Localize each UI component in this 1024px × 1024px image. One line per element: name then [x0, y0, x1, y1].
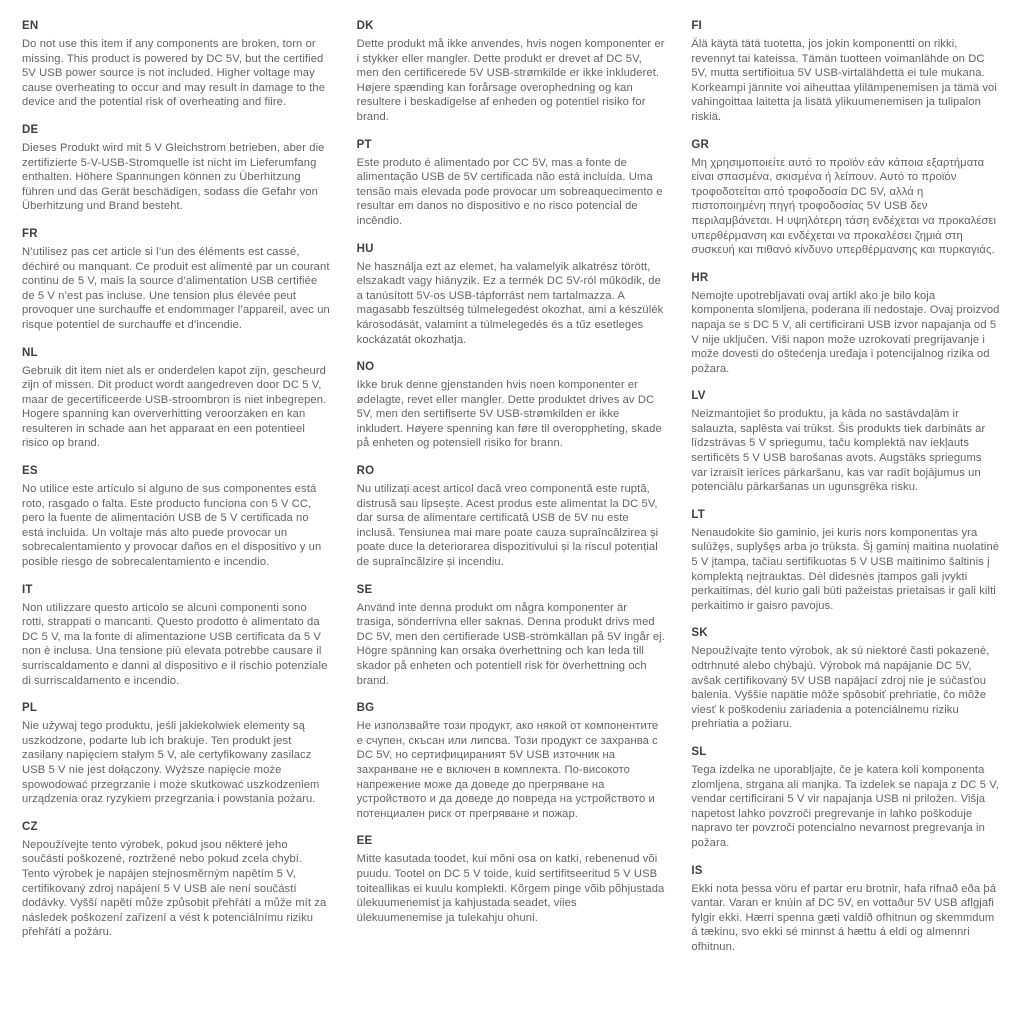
- language-code-heading: EN: [22, 20, 39, 32]
- language-section-ee: [357, 834, 666, 925]
- language-section-dk: [357, 19, 666, 125]
- language-section-de: [22, 123, 331, 214]
- language-section-hr: [691, 271, 1000, 377]
- instructions-column-3: [691, 19, 1000, 1010]
- language-code-heading: SK: [691, 627, 708, 640]
- language-code-heading: PL: [22, 702, 38, 715]
- language-section-bg: [357, 701, 666, 821]
- safety-warning-text: Do not use this item if any components are broken, torn or missing. This product is powered by DC 5V, but the certified 5V USB power source is not included. Higher voltage may cause overheating to occur and may result in damage to the device and the potential risk of overheating and fiire.: [22, 38, 326, 109]
- safety-warning-text: Tega izdelka ne uporabljajte, če je katera koli komponenta zlomljena, strgana ali manjka. Ta izdelek se napaja z DC 5 V, vendar certificirani 5 V vir napajanja USB ni priložen. Višja napetost lahko povzroči pregrevanje in lahko poškoduje napravo ter povzroči potencialno nevarnost pregrevanja in požara.: [691, 763, 1000, 849]
- language-section-cz: [22, 820, 331, 940]
- safety-warning-text: Ne használja ezt az elemet, ha valamelyik alkatrész törött, elszakadt vagy hiányzik. Ez a termék DC 5V-ról működik, de a tanúsított 5V-os USB-tápforrást nem tartalmazza. A magasabb feszültség túlmelegedést okozhat, ami a készülék károsodását, valamint a túlmelegedés és a tűz esetleges kockázatát okozhatja.: [356, 260, 664, 346]
- safety-warning-text: Älä käytä tätä tuotetta, jos jokin komponentti on rikki, revennyt tai kateissa. Tämän tuotteen voimanlähde on DC 5V, mutta sertifioitua 5V USB-virtalähdettä ei tule mukana. Korkeampi jännite voi aiheuttaa ylilämpenemisen ja tämä voi vahingoittaa laitetta ja lisätä ylikuumenemisen ja tulipalon riskiä.: [691, 38, 997, 123]
- language-section-sl: [691, 745, 1000, 851]
- language-section-es: [22, 464, 331, 570]
- language-code-heading: BG: [356, 702, 375, 715]
- language-code-heading: SL: [691, 745, 707, 758]
- safety-warning-text: Dieses Produkt wird mit 5 V Gleichstrom betrieben, aber die zertifizierte 5-V-USB-Stromquelle ist nicht im Lieferumfang enthalten. Höhere Spannungen können zu Überhitzung führen und das Gerät beschädigen, sodass die Gefahr von Überhitzung und Brand besteht.: [22, 141, 325, 213]
- language-code-heading: GR: [691, 138, 709, 151]
- safety-warning-text: Ekki nota þessa vöru ef partar eru brotnir, hafa rifnað eða þá vantar. Varan er knúin af DC 5V, en vottaður 5V USB aflgjafi fylgir ekki. Hærri spenna gæti valdið ofhitnun og skemmdum á tækinu, svo ekki sé minnst á hættu á eldi og almennri ofhitnun.: [691, 882, 997, 953]
- language-section-lv: [691, 389, 1000, 495]
- language-code-heading: PT: [356, 138, 372, 151]
- language-section-it: [22, 583, 331, 689]
- language-code-heading: NO: [356, 361, 375, 374]
- language-section-fr: [22, 227, 331, 333]
- language-section-nl: [22, 346, 331, 452]
- language-code-heading: DK: [356, 20, 374, 32]
- safety-warning-text: Mitte kasutada toodet, kui mõni osa on katki, rebenenud või puudu. Tootel on DC 5 V toide, kuid sertifitseeritud 5 V USB toiteallikas ei kuulu komplekti. Kõrgem pinge võib põhjustada ülekuumenemist ja kahjustada seadet, viies ülekuumenemise ja tulekahju ohuni.: [356, 853, 665, 924]
- language-section-hu: [357, 242, 666, 348]
- safety-warning-text: Este produto é alimentado por CC 5V, mas a fonte de alimentação USB de 5V certificada não está incluída. Uma tensão mais elevada pode provocar um sobreaquecimento e resultar em danos no dispositivo e no risco potencial de incêndio.: [356, 156, 663, 227]
- language-section-no: [357, 360, 666, 451]
- language-code-heading: LT: [691, 508, 705, 521]
- language-code-heading: IS: [691, 864, 703, 877]
- safety-warning-text: Neizmantojiet šo produktu, ja kāda no sastāvdaļām ir salauzta, saplēsta vai trūkst. Šis produkts tiek darbināts ar līdzstrāvas 5 V spriegumu, taču komplektā nav iekļauts sertificēts 5 V USB barošanas avots. Augstāks spriegums var izraisīt ierīces pārkaršanu, kas var radīt bojājumus un potenciālu pārkaršanas un ugunsgrēka risku.: [691, 408, 986, 494]
- language-code-heading: HU: [356, 242, 374, 255]
- safety-warning-text: Nu utilizați acest articol dacă vreo componentă este ruptă, distrusă sau lipsește. Acest produs este alimentat la DC 5V, dar sursa de alimentare certificată USB de 5V nu este inclusă. Tensiunea mai mare poate cauza supraîncălzirea și poate duce la deteriorarea dispozitivului și la riscul potențial de supraîncălzire și incendiu.: [356, 483, 659, 569]
- safety-warning-text: Не използвайте този продукт, ако някой от компонентите е счупен, скъсан или липсва. Този продукт се захранва с DC 5V, но сертифицираният 5V USB източник на захранване не е включен в комплекта. По-високото напрежение може да доведе до прегряване на устройството и да доведе до повреда на устройството и потенциален риск от прегряване и пожар.: [356, 720, 659, 820]
- language-code-heading: NL: [22, 346, 38, 359]
- safety-warning-text: N’utilisez pas cet article si l’un des éléments est cassé, déchiré ou manquant. Ce produit est alimenté par un courant continu de 5 V, mais la source d’alimentation USB certifiée de 5 V n’est pas incluse. Une tension plus élevée peut provoquer une surchauffe et endommager l’appareil, avec un risque potentiel de surchauffe et d’incendie.: [22, 245, 330, 331]
- language-code-heading: ES: [22, 465, 38, 478]
- safety-warning-text: Μη χρησιμοποιείτε αυτό το προϊόν εάν κάποια εξαρτήματα είναι σπασμένα, σκισμένα ή λείπουν. Αυτό το προϊόν τροφοδοτείται από τροφοδοσία DC 5V, αλλά η πιστοποιημένη πηγή τροφοδοσίας 5V USB δεν περιλαμβάνεται. Η υψηλότερη τάση ενδέχεται να προκαλέσει υπερθέρμανση και ενδέχεται να προκαλέσει ζημιά στη συσκευή και πιθανό κίνδυνο υπερθέρμανσης και πυρκαγιάς.: [691, 156, 997, 257]
- safety-warning-text: Nemojte upotrebljavati ovaj artikl ako je bilo koja komponenta slomljena, poderana ili nedostaje. Ovaj proizvod napaja se s DC 5 V, ali certificirani USB izvor napajanja od 5 V nije uključen. Viši napon može uzrokovati pregrijavanje i može dovesti do oštećenja uređaja i potencijalnog rizika od požara.: [691, 289, 1000, 375]
- safety-warning-text: Nie używaj tego produktu, jeśli jakiekolwiek elementy są uszkodzone, podarte lub ich brakuje. Ten produkt jest zasilany napięciem stałym 5 V, ale certyfikowany zasilacz USB 5 V nie jest dołączony. Wyższe napięcie może spowodować przegrzanie i może skutkować uszkodzeniem urządzenia oraz ryzykiem przegrzania i powstania pożaru.: [22, 720, 320, 806]
- language-code-heading: FI: [691, 20, 702, 32]
- language-section-lt: [691, 508, 1000, 614]
- language-section-sk: [691, 626, 1000, 732]
- language-section-se: [357, 583, 666, 689]
- safety-warning-text: Använd inte denna produkt om några komponenter är trasiga, sönderrivna eller saknas. Denna produkt drivs med DC 5V, men den certifierade USB-strömkällan på 5V ingår ej. Högre spänning kan orsaka överhettning och kan leda till skador på enheten och potentiell risk för överhettning och brand.: [356, 601, 665, 687]
- safety-warning-text: Nepoužívajte tento výrobok, ak sú niektoré časti pokazené, odtrhnuté alebo chýbajú. Výrobok má napájanie DC 5V, avšak certifikovaný 5V USB napájací zdroj nie je súčasťou balenia. Vyššie napätie môže spôsobiť prehriatie, čo môže viesť k poškodeniu zariadenia a potenciálnemu riziku prehriatia a požiaru.: [691, 645, 990, 731]
- safety-warning-text: Non utilizzare questo articolo se alcuni componenti sono rotti, strappati o mancanti. Questo prodotto è alimentato da DC 5 V, ma la fonte di alimentazione USB certificata da 5 V non è inclusa. Una tensione più elevata potrebbe causare il surriscaldamento e danni al dispositivo e il rischio potenziale di surriscaldamento e incendio.: [22, 601, 328, 687]
- safety-warning-text: Dette produkt må ikke anvendes, hvis nogen komponenter er i stykker eller mangler. Dette produkt er drevet af DC 5V, men den certificerede 5V USB-strømkilde er ikke inkluderet. Højere spænding kan forårsage overophedning og kan resultere i beskadigelse af enheden og potentiel risiko for brand.: [356, 38, 665, 123]
- language-code-heading: HR: [691, 271, 709, 284]
- language-code-heading: FR: [22, 227, 38, 240]
- safety-warning-text: No utilice este artículo si alguno de sus componentes está roto, rasgado o falta. Este producto funciona con 5 V CC, pero la fuente de alimentación USB de 5 V certificada no está incluida. Un voltaje más alto puede provocar un sobrecalentamiento y provocar daños en el dispositivo y un posible riesgo de sobrecalentamiento e incendio.: [22, 483, 322, 569]
- language-code-heading: DE: [22, 123, 39, 136]
- safety-warning-text: Nepoužívejte tento výrobek, pokud jsou některé jeho součásti poškozené, roztržené nebo pokud zcela chybí. Tento výrobek je napájen stejnosměrným napětím 5 V, certifikovaný zdroj napájení 5 V USB ale není součástí dodávky. Vyšší napětí může způsobit přehřátí a může mít za následek poškození zařízení a vést k potenciálnímu riziku přehřátí a požáru.: [22, 838, 327, 939]
- safety-warning-text: Nenaudokite šio gaminio, jei kuris nors komponentas yra sulūžęs, suplyšęs arba jo trūksta. Šį gaminį maitina nuolatinė 5 V įtampa, tačiau sertifikuotas 5 V USB maitinimo šaltinis į komplektą neįtrauktas. Dėl didesnės įtampos gali įvykti perkaitimas, dėl kurio gali būti pažeistas prietaisas ir gali kilti perkaitimo ir gaisro pavojus.: [691, 526, 1000, 612]
- language-section-pl: [22, 701, 331, 807]
- language-code-heading: LV: [691, 390, 706, 403]
- language-section-en: [22, 19, 331, 110]
- language-section-fi: [691, 19, 1000, 125]
- language-section-ro: [357, 464, 666, 570]
- instructions-column-2: [357, 19, 666, 1010]
- safety-warning-text: Gebruik dit item niet als er onderdelen kapot zijn, gescheurd zijn of missen. Dit product wordt aangedreven door DC 5 V, maar de gecertificeerde USB-stroombron is niet inbegrepen. Hogere spanning kan oververhitting veroorzaken en kan resulteren in schade aan het apparaat en een potentieel risico op brand.: [22, 364, 327, 450]
- language-code-heading: IT: [22, 583, 33, 596]
- language-code-heading: RO: [356, 465, 375, 478]
- language-section-is: [691, 864, 1000, 955]
- safety-warning-text: Ikke bruk denne gjenstanden hvis noen komponenter er ødelagte, revet eller mangler. Dette produktet drives av DC 5V, men den sertifiserte 5V USB-strømkilden er ikke inkludert. Høyere spenning kan føre til overoppheting, skade på enheten og potensiell risiko for brann.: [356, 379, 662, 450]
- language-code-heading: SE: [356, 583, 373, 596]
- instructions-column-1: [22, 19, 331, 1010]
- language-section-pt: [357, 138, 666, 229]
- language-section-gr: [691, 138, 1000, 258]
- language-code-heading: EE: [356, 835, 373, 848]
- language-code-heading: CZ: [22, 820, 38, 833]
